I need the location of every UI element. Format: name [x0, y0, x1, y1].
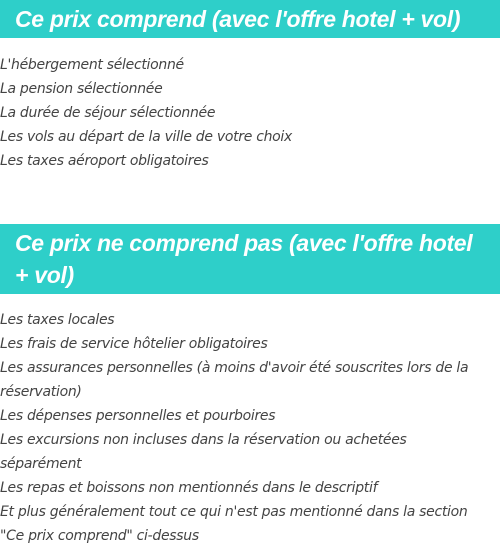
list-item: Les taxes locales	[0, 312, 115, 328]
list-item: Les taxes aéroport obligatoires	[0, 153, 209, 169]
list-item: La pension sélectionnée	[0, 81, 163, 97]
list-item: Les repas et boissons non mentionnés dans le descriptif	[0, 480, 378, 496]
list-item: La durée de séjour sélectionnée	[0, 105, 216, 121]
list-item: Les vols au départ de la ville de votre choix	[0, 129, 293, 145]
excluded-list	[0, 308, 490, 548]
list-item: Les assurances personnelles (à moins d'avoir été souscrites lors de la réservation)	[0, 360, 469, 400]
list-item: Et plus généralement tout ce qui n'est pas mentionné dans la section "Ce prix comprend" ci-dessus	[0, 504, 468, 544]
included-list	[0, 53, 490, 173]
list-item: L'hébergement sélectionné	[0, 57, 184, 73]
included-section-title: Ce prix comprend (avec l'offre hotel + vol)	[0, 0, 500, 38]
excluded-section-title: Ce prix ne comprend pas (avec l'offre hotel + vol)	[0, 224, 500, 294]
list-item: Les excursions non incluses dans la réservation ou achetées séparément	[0, 432, 407, 472]
list-item: Les dépenses personnelles et pourboires	[0, 408, 276, 424]
list-item: Les frais de service hôtelier obligatoires	[0, 336, 268, 352]
